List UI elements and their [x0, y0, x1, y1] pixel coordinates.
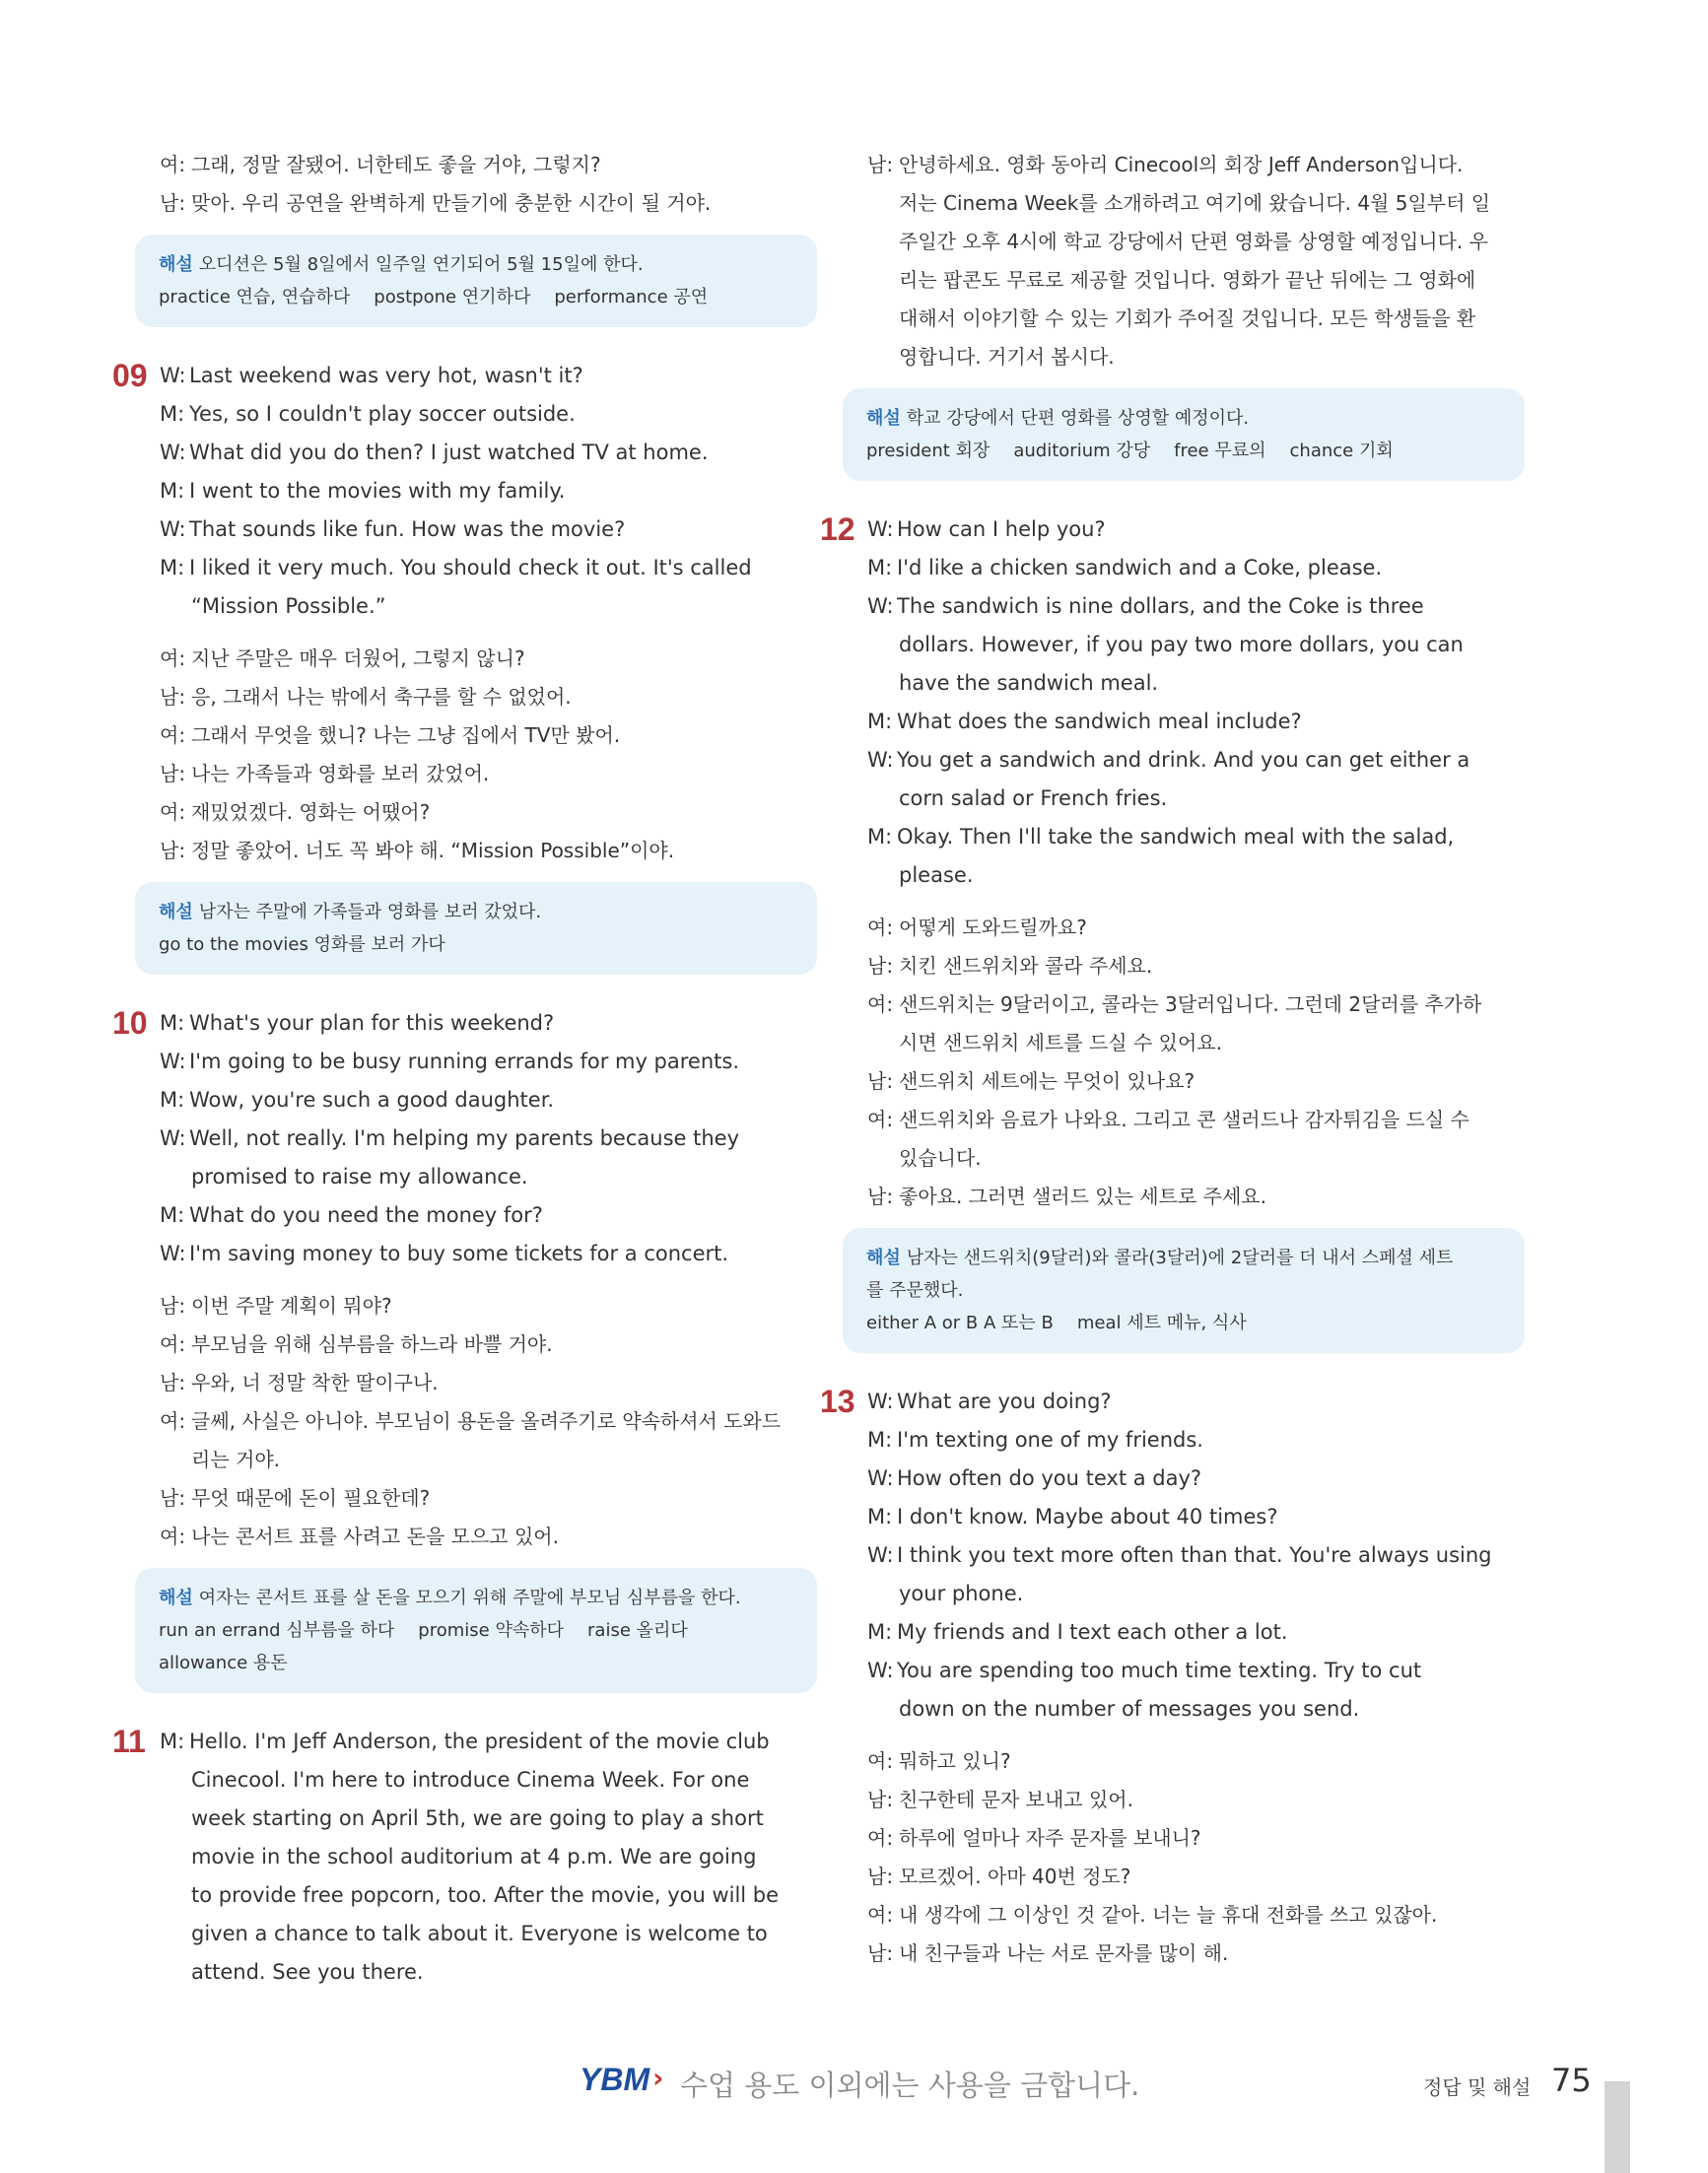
speaker-label: [160, 1838, 191, 1876]
speaker-label: [160, 1761, 191, 1800]
line-text: I'm going to be busy running errands for my parents.: [189, 1050, 740, 1073]
speaker-label: [160, 587, 191, 626]
dialogue-line: [160, 1196, 850, 1235]
speaker-label: W:: [160, 1050, 186, 1073]
line-text: 재밌었겠다. 영화는 어땠어?: [191, 800, 431, 824]
translation-line: [867, 184, 1557, 223]
speaker-label: W:: [867, 517, 894, 541]
explanation-body: 학교 강당에서 단편 영화를 상영할 예정이다.: [906, 408, 1250, 429]
speaker-label: [867, 1690, 899, 1729]
section-name: 정답 및 해설: [1423, 2075, 1532, 2099]
dialogue-line: [867, 1613, 1557, 1652]
line-text: given a chance to talk about it. Everyone is welcome to: [191, 1922, 768, 1945]
line-text: Yes, so I couldn't play soccer outside.: [189, 402, 576, 426]
line-text: 좋아요. 그러면 샐러드 있는 세트로 주세요.: [899, 1185, 1266, 1208]
vocab-item: chance 기회: [1289, 441, 1394, 461]
translation-line: [867, 146, 1557, 184]
line-text: What do you need the money for?: [189, 1203, 543, 1227]
spacer: [867, 497, 1557, 510]
line-text: How often do you text a day?: [897, 1466, 1202, 1490]
explanation-box: [135, 235, 817, 327]
dialogue-line: [867, 1690, 1557, 1729]
speaker-label: [160, 1800, 191, 1838]
translation-line: [867, 300, 1557, 338]
spacer: [160, 1709, 850, 1723]
question-number: 10: [112, 1005, 148, 1041]
speaker-label: W:: [867, 1659, 894, 1682]
question-number: 11: [112, 1724, 146, 1759]
line-text: You get a sandwich and drink. And you can get either a: [897, 748, 1470, 772]
line-text: 우와, 너 정말 착한 딸이구나.: [191, 1371, 439, 1394]
dialogue-line: [820, 1383, 1557, 1421]
dialogue-line: [160, 395, 850, 434]
line-text: 응, 그래서 나는 밖에서 축구를 할 수 없었어.: [191, 685, 572, 709]
line-text: corn salad or French fries.: [899, 786, 1168, 810]
vocab-item: president 회장: [866, 441, 991, 461]
translation-line: [867, 947, 1557, 985]
speaker-label: W:: [160, 1126, 186, 1150]
speaker-label: 여:: [160, 723, 186, 747]
speaker-label: 여:: [160, 153, 186, 176]
line-text: 모르겠어. 아마 40번 정도?: [899, 1865, 1131, 1888]
vocab-item: meal 세트 메뉴, 식사: [1076, 1313, 1247, 1333]
line-text: 내 친구들과 나는 서로 문자를 많이 해.: [899, 1941, 1229, 1965]
question-number: 09: [112, 358, 148, 393]
translation-line: [867, 1024, 1557, 1062]
line-text: I went to the movies with my family.: [189, 479, 566, 503]
line-text: 무엇 때문에 돈이 필요한데?: [191, 1486, 431, 1510]
dialogue-line: [867, 626, 1557, 664]
vocab-item: postpone 연기하다: [374, 287, 531, 307]
line-text: 샌드위치와 음료가 나와요. 그리고 콘 샐러드나 감자튀김을 드실 수: [899, 1108, 1469, 1131]
dialogue-line: [160, 472, 850, 510]
line-text: movie in the school auditorium at 4 p.m. We are going: [191, 1845, 757, 1868]
explanation-box: [135, 882, 817, 975]
vocab-item: either A or B A 또는 B: [866, 1313, 1054, 1333]
line-text: 나는 콘서트 표를 사려고 돈을 모으고 있어.: [191, 1525, 559, 1548]
line-text: 주일간 오후 4시에 학교 강당에서 단편 영화를 상영할 예정입니다. 우: [899, 230, 1488, 253]
vocab-list: [866, 435, 1501, 467]
translation-line: [867, 1062, 1557, 1101]
dialogue-line: [160, 1800, 850, 1838]
speaker-label: 남:: [867, 1185, 894, 1208]
dialogue-line: [112, 357, 850, 395]
explanation-box: [843, 388, 1525, 481]
dialogue-line: [160, 587, 850, 626]
usage-notice: 수업 용도 이외에는 사용을 금합니다.: [680, 2069, 1140, 2102]
dialogue-line: [160, 1158, 850, 1196]
spacer: [160, 343, 850, 357]
vocab-item: raise 올리다: [587, 1620, 688, 1641]
explanation-label: 해설: [159, 254, 193, 275]
translation-line: [867, 261, 1557, 300]
line-text: Well, not really. I'm helping my parents because they: [189, 1126, 740, 1150]
line-text: “Mission Possible.”: [191, 594, 386, 618]
vocab-item: auditorium 강당: [1013, 441, 1151, 461]
spacer: [160, 1273, 850, 1287]
line-text: What does the sandwich meal include?: [897, 710, 1302, 733]
line-text: down on the number of messages you send.: [899, 1697, 1360, 1721]
translation-line: [867, 1935, 1557, 1973]
chevron-right-icon: ›: [652, 2062, 664, 2094]
speaker-label: 여:: [867, 1108, 894, 1131]
speaker-label: W:: [867, 1390, 894, 1413]
line-text: 시면 샌드위치 세트를 드실 수 있어요.: [899, 1031, 1222, 1054]
speaker-label: 남:: [867, 153, 894, 176]
speaker-label: 여:: [867, 1903, 894, 1927]
speaker-label: M:: [160, 1011, 185, 1035]
dialogue-line: [867, 780, 1557, 818]
speaker-label: [867, 261, 899, 300]
line-text: I'm texting one of my friends.: [897, 1428, 1203, 1452]
dialogue-line: [867, 664, 1557, 703]
spacer: [867, 1369, 1557, 1383]
dialogue-line: [867, 741, 1557, 780]
speaker-label: M:: [160, 1730, 185, 1753]
explanation-label: 해설: [159, 1588, 193, 1608]
explanation-label: 해설: [159, 902, 193, 922]
line-text: 샌드위치 세트에는 무엇이 있나요?: [899, 1069, 1196, 1093]
line-text: 나는 가족들과 영화를 보러 갔었어.: [191, 762, 490, 785]
dialogue-line: [160, 1235, 850, 1273]
line-text: Wow, you're such a good daughter.: [189, 1088, 555, 1112]
explanation-label: 해설: [866, 1248, 901, 1268]
speaker-label: 남:: [160, 1294, 186, 1318]
vocab-list: [866, 1307, 1501, 1339]
question-number: 13: [820, 1384, 855, 1419]
spacer: [160, 626, 850, 640]
speaker-label: [160, 1876, 191, 1915]
speaker-label: [867, 1024, 899, 1062]
vocab-item: performance 공연: [554, 287, 709, 307]
explanation-text: [159, 248, 793, 281]
speaker-label: 여:: [160, 646, 186, 670]
speaker-label: [867, 1575, 899, 1613]
translation-line: [160, 1325, 850, 1364]
vocab-item: promise 약속하다: [418, 1620, 565, 1641]
speaker-label: 남:: [160, 1486, 186, 1510]
translation-line: [160, 640, 850, 678]
speaker-label: M:: [160, 556, 185, 579]
line-text: 저는 Cinema Week를 소개하려고 여기에 왔습니다. 4월 5일부터 일: [899, 191, 1491, 215]
speaker-label: W:: [160, 517, 186, 541]
line-text: 이번 주말 계획이 뭐야?: [191, 1294, 392, 1318]
page-edge-tab: [1605, 2081, 1630, 2173]
dialogue-line: [867, 1652, 1557, 1690]
line-text: 그래, 정말 잘됐어. 너한테도 좋을 거야, 그렇지?: [191, 153, 601, 176]
line-text: 지난 주말은 매우 더웠어, 그렇지 않니?: [191, 646, 525, 670]
speaker-label: [867, 856, 899, 895]
dialogue-line: [112, 1723, 850, 1761]
dialogue-line: [820, 510, 1557, 549]
line-text: What did you do then? I just watched TV at home.: [189, 441, 709, 464]
speaker-label: M:: [867, 1620, 893, 1644]
spacer: [867, 1729, 1557, 1742]
line-text: Last weekend was very hot, wasn't it?: [189, 364, 583, 387]
line-text: How can I help you?: [897, 517, 1106, 541]
dialogue-line: [160, 1915, 850, 1953]
speaker-label: [867, 184, 899, 223]
dialogue-line: [867, 587, 1557, 626]
translation-line: [867, 1139, 1557, 1178]
line-text: You are spending too much time texting. Try to cut: [897, 1659, 1422, 1682]
dialogue-line: [867, 1460, 1557, 1498]
line-text: 글쎄, 사실은 아니야. 부모님이 용돈을 올려주기로 약속하셔서 도와드: [191, 1409, 782, 1433]
vocab-item: go to the movies 영화를 보러 가다: [159, 934, 445, 955]
translation-line: [867, 1819, 1557, 1858]
speaker-label: 남:: [160, 1371, 186, 1394]
dialogue-line: [160, 1876, 850, 1915]
speaker-label: 남:: [160, 685, 186, 709]
line-text: 리는 팝콘도 무료로 제공할 것입니다. 영화가 끝난 뒤에는 그 영화에: [899, 268, 1476, 292]
line-text: 리는 거야.: [191, 1448, 280, 1471]
line-text: 어떻게 도와드릴까요?: [899, 916, 1087, 939]
line-text: I liked it very much. You should check it out. It's called: [189, 556, 752, 579]
line-text: 정말 좋았어. 너도 꼭 봐야 해. “Mission Possible”이야.: [191, 839, 675, 862]
translation-line: [867, 223, 1557, 261]
translation-line: [867, 909, 1557, 947]
line-text: 치킨 샌드위치와 콜라 주세요.: [899, 954, 1153, 978]
dialogue-line: [160, 1953, 850, 1992]
vocab-item: free 무료의: [1174, 441, 1266, 461]
speaker-label: [160, 1158, 191, 1196]
translation-line: [160, 793, 850, 832]
vocab-item: run an errand 심부름을 하다: [159, 1620, 395, 1641]
speaker-label: [160, 1441, 191, 1479]
translation-line: [160, 1287, 850, 1325]
speaker-label: 남:: [867, 1865, 894, 1888]
speaker-label: W:: [160, 1242, 186, 1265]
speaker-label: 여:: [867, 1826, 894, 1850]
speaker-label: 여:: [160, 1332, 186, 1356]
speaker-label: 남:: [867, 954, 894, 978]
speaker-label: 남:: [160, 191, 186, 215]
explanation-body: 남자는 샌드위치(9달러)와 콜라(3달러)에 2달러를 더 내서 스페셜 세트: [906, 1248, 1454, 1268]
line-text: Okay. Then I'll take the sandwich meal with the salad,: [897, 825, 1455, 849]
explanation-text: [866, 402, 1501, 435]
vocab-list: [159, 281, 793, 313]
speaker-label: [867, 664, 899, 703]
speaker-label: 여:: [867, 992, 894, 1016]
line-text: Hello. I'm Jeff Anderson, the president of the movie club: [189, 1730, 770, 1753]
line-text: 하루에 얼마나 자주 문자를 보내니?: [899, 1826, 1201, 1850]
translation-line: [160, 832, 850, 870]
translation-line: [867, 1742, 1557, 1781]
line-text: 뭐하고 있니?: [899, 1749, 1011, 1773]
translation-line: [160, 1402, 850, 1441]
translation-line: [160, 1479, 850, 1518]
line-text: attend. See you there.: [191, 1960, 424, 1984]
vocab-item: practice 연습, 연습하다: [159, 287, 351, 307]
explanation-body: 여자는 콘서트 표를 살 돈을 모으기 위해 주말에 부모님 심부름을 한다.: [198, 1588, 741, 1608]
speaker-label: 남:: [160, 839, 186, 862]
speaker-label: 여:: [867, 916, 894, 939]
speaker-label: M:: [160, 479, 185, 503]
line-text: have the sandwich meal.: [899, 671, 1159, 695]
speaker-label: [867, 626, 899, 664]
speaker-label: 여:: [867, 1749, 894, 1773]
speaker-label: 남:: [867, 1941, 894, 1965]
dialogue-line: [112, 1004, 850, 1043]
line-text: 그래서 무엇을 했니? 나는 그냥 집에서 TV만 봤어.: [191, 723, 621, 747]
dialogue-line: [867, 1421, 1557, 1460]
line-text: What are you doing?: [897, 1390, 1112, 1413]
line-text: That sounds like fun. How was the movie?: [189, 517, 626, 541]
speaker-label: M:: [867, 556, 893, 579]
line-text: I think you text more often than that. You're always using: [897, 1543, 1492, 1567]
speaker-label: M:: [867, 825, 893, 849]
vocab-item: allowance 용돈: [159, 1653, 288, 1673]
speaker-label: W:: [867, 594, 894, 618]
dialogue-line: [160, 510, 850, 549]
translation-line: [867, 1781, 1557, 1819]
dialogue-line: [160, 549, 850, 587]
line-text: What's your plan for this weekend?: [189, 1011, 555, 1035]
speaker-label: [867, 223, 899, 261]
speaker-label: 여:: [160, 1409, 186, 1433]
speaker-label: 여:: [160, 800, 186, 824]
explanation-box: [135, 1568, 817, 1693]
line-text: I'm saving money to buy some tickets for a concert.: [189, 1242, 729, 1265]
explanation-label: 해설: [866, 408, 901, 429]
dialogue-line: [867, 549, 1557, 587]
line-text: 부모님을 위해 심부름을 하느라 바쁠 거야.: [191, 1332, 553, 1356]
line-text: week starting on April 5th, we are going to play a short: [191, 1806, 764, 1830]
speaker-label: W:: [160, 441, 186, 464]
dialogue-line: [867, 1575, 1557, 1613]
line-text: 내 생각에 그 이상인 것 같아. 너는 늘 휴대 전화를 쓰고 있잖아.: [899, 1903, 1438, 1927]
speaker-label: M:: [160, 1203, 185, 1227]
speaker-label: 남:: [867, 1788, 894, 1811]
speaker-label: M:: [867, 1428, 893, 1452]
explanation-body: 오디션은 5월 8일에서 일주일 연기되어 5월 15일에 한다.: [198, 254, 644, 275]
line-text: 영합니다. 거기서 봅시다.: [899, 345, 1115, 369]
line-text: I don't know. Maybe about 40 times?: [897, 1505, 1278, 1528]
line-text: 대해서 이야기할 수 있는 기회가 주어질 것입니다. 모든 학생들을 환: [899, 306, 1476, 330]
line-text: to provide free popcorn, too. After the movie, you will be: [191, 1883, 780, 1907]
translation-line: [160, 678, 850, 716]
speaker-label: M:: [867, 710, 893, 733]
translation-line: [867, 338, 1557, 376]
dialogue-line: [867, 1536, 1557, 1575]
speaker-label: [160, 1953, 191, 1992]
page-number: 75: [1551, 2062, 1592, 2099]
dialogue-line: [160, 1838, 850, 1876]
speaker-label: [867, 1139, 899, 1178]
left-column: [112, 146, 850, 1992]
translation-line: [867, 1896, 1557, 1935]
speaker-label: M:: [160, 402, 185, 426]
line-text: I'd like a chicken sandwich and a Coke, please.: [897, 556, 1383, 579]
line-text: 맞아. 우리 공연을 완벽하게 만들기에 충분한 시간이 될 거야.: [191, 191, 712, 215]
line-text: 안녕하세요. 영화 동아리 Cinecool의 회장 Jeff Anderson입니다.: [899, 153, 1464, 176]
explanation-text: [866, 1242, 1501, 1274]
line-text: 샌드위치는 9달러이고, 콜라는 3달러입니다. 그런데 2달러를 추가하: [899, 992, 1482, 1016]
spacer: [867, 895, 1557, 909]
translation-line: [160, 1364, 850, 1402]
translation-line: [160, 716, 850, 755]
line-text: The sandwich is nine dollars, and the Coke is three: [897, 594, 1424, 618]
speaker-label: M:: [867, 1505, 893, 1528]
speaker-label: W:: [867, 1466, 894, 1490]
question-number: 12: [820, 511, 855, 547]
dialogue-line: [867, 703, 1557, 741]
vocab-list: [159, 1614, 793, 1647]
ybm-logo: YBM: [580, 2062, 650, 2097]
line-text: your phone.: [899, 1582, 1024, 1605]
translation-line: [160, 755, 850, 793]
line-text: My friends and I text each other a lot.: [897, 1620, 1288, 1644]
speaker-label: W:: [160, 364, 186, 387]
dialogue-line: [867, 856, 1557, 895]
translation-line: [867, 1178, 1557, 1216]
right-column: [820, 146, 1557, 1973]
spacer: [160, 990, 850, 1004]
speaker-label: M:: [160, 1088, 185, 1112]
translation-line: [160, 146, 850, 184]
line-text: Cinecool. I'm here to introduce Cinema Week. For one: [191, 1768, 750, 1792]
dialogue-line: [160, 1043, 850, 1081]
vocab-list: [159, 928, 793, 961]
speaker-label: [867, 338, 899, 376]
dialogue-line: [160, 1081, 850, 1120]
dialogue-line: [867, 1498, 1557, 1536]
dialogue-line: [160, 434, 850, 472]
speaker-label: 여:: [160, 1525, 186, 1548]
speaker-label: [867, 780, 899, 818]
speaker-label: W:: [867, 748, 894, 772]
explanation-text-cont: 를 주문했다.: [866, 1280, 964, 1301]
speaker-label: 남:: [160, 762, 186, 785]
explanation-text: [159, 1582, 793, 1614]
translation-line: [160, 184, 850, 223]
line-text: dollars. However, if you pay two more dollars, you can: [899, 633, 1464, 656]
speaker-label: [867, 300, 899, 338]
line-text: 친구한테 문자 보내고 있어.: [899, 1788, 1133, 1811]
line-text: promised to raise my allowance.: [191, 1165, 528, 1188]
dialogue-line: [160, 1120, 850, 1158]
translation-line: [160, 1441, 850, 1479]
translation-line: [160, 1518, 850, 1556]
explanation-text: [159, 896, 793, 928]
translation-line: [867, 1858, 1557, 1896]
dialogue-line: [867, 818, 1557, 856]
translation-line: [867, 1101, 1557, 1139]
speaker-label: 남:: [867, 1069, 894, 1093]
explanation-box: [843, 1228, 1525, 1353]
line-text: 있습니다.: [899, 1146, 982, 1170]
vocab-list: [159, 1647, 793, 1679]
line-text: please.: [899, 863, 974, 887]
speaker-label: [160, 1915, 191, 1953]
translation-line: [867, 985, 1557, 1024]
speaker-label: W:: [867, 1543, 894, 1567]
dialogue-line: [160, 1761, 850, 1800]
explanation-body: 남자는 주말에 가족들과 영화를 보러 갔었다.: [198, 902, 542, 922]
